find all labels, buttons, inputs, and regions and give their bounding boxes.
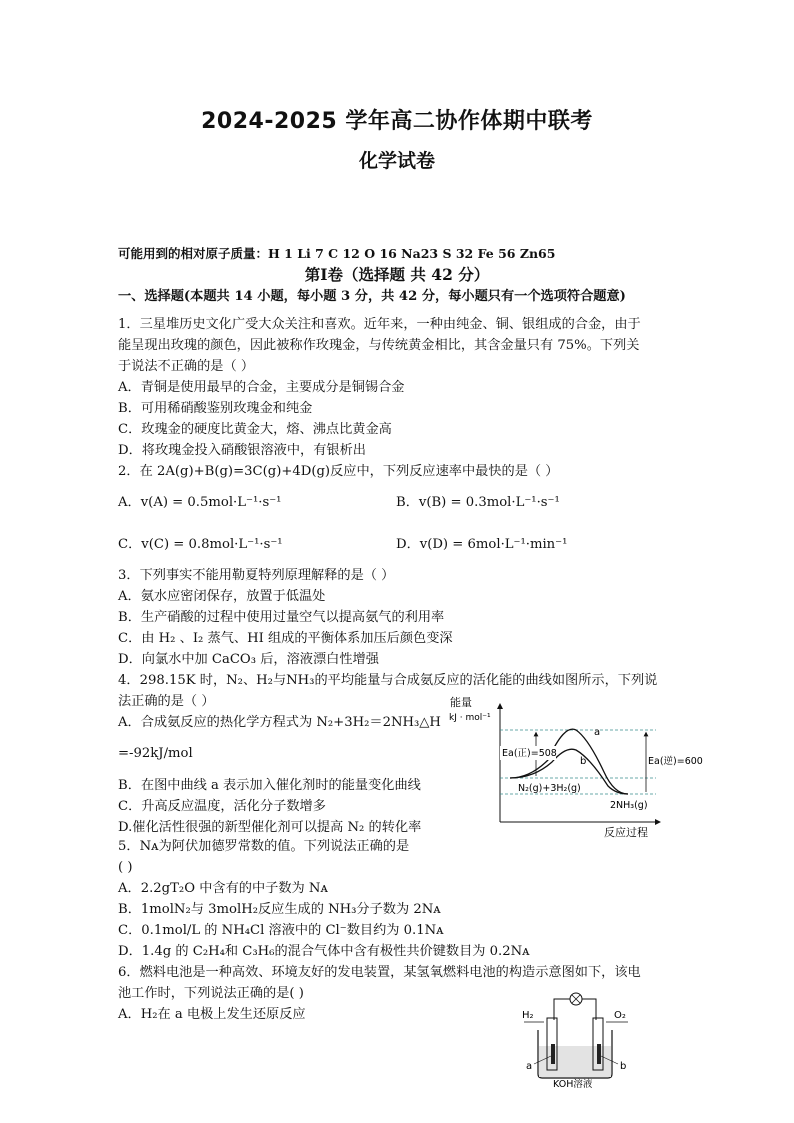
q1-stem-1: 1．三星堆历史文化广受大众关注和喜欢。近年来，一种由纯金、铜、银组成的合金，由于 bbox=[118, 317, 641, 332]
q2-stem: 2．在 2A(g)+B(g)=3C(g)+4D(g)反应中，下列反应速率中最快的是（ ） bbox=[118, 464, 559, 479]
q1-option-b: B．可用稀硝酸鉴别玫瑰金和纯金 bbox=[118, 401, 313, 416]
q6-option-a: A．H₂在 a 电极上发生还原反应 bbox=[118, 1007, 306, 1022]
q2-option-b-label: B． bbox=[396, 495, 419, 510]
ea-reverse-label: Ea(逆)=600 bbox=[648, 756, 703, 767]
curve-a-label: a bbox=[594, 727, 601, 738]
q2-option-a-expr: v(A) = 0.5mol·L⁻¹·s⁻¹ bbox=[140, 495, 282, 510]
energy-diagram bbox=[448, 694, 718, 840]
q1-stem-2: 能呈现出玫瑰的颜色，因此被称作玫瑰金，与传统黄金相比，其含金量只有 75%。下列关 bbox=[118, 338, 640, 353]
electrode-a-label: a bbox=[526, 1061, 533, 1072]
q2-option-b-expr: v(B) = 0.3mol·L⁻¹·s⁻¹ bbox=[418, 495, 560, 510]
q3-option-b: B．生产硝酸的过程中使用过量空气以提高氨气的利用率 bbox=[118, 610, 445, 625]
q5-option-d: D．1.4g 的 C₂H₄和 C₃H₆的混合气体中含有极性共价键数目为 0.2Nᴀ bbox=[118, 944, 530, 959]
q6-stem-2: 池工作时，下列说法正确的是( ) bbox=[118, 986, 304, 1001]
curve-b-label: b bbox=[580, 756, 587, 767]
q2-option-d-label: D． bbox=[396, 537, 420, 552]
q1-option-a: A．青铜是使用最早的合金，主要成分是铜锡合金 bbox=[118, 380, 405, 395]
q1-option-d: D．将玫瑰金投入硝酸银溶液中，有银析出 bbox=[118, 443, 366, 458]
fuel-cell-diagram bbox=[520, 990, 640, 1088]
y-label-1: 能量 bbox=[450, 696, 472, 709]
q4-stem-1: 4．298.15K 时，N₂、H₂与NH₃的平均能量与合成氨反应的活化能的曲线如图所示，下列说 bbox=[118, 673, 658, 688]
q5-stem: 5．Nᴀ为阿伏加德罗常数的值。下列说法正确的是 bbox=[118, 839, 410, 854]
q5-option-b: B．1molN₂与 3molH₂反应生成的 NH₃分子数为 2Nᴀ bbox=[118, 902, 441, 917]
q3-option-c: C．由 H₂ 、I₂ 蒸气、HI 组成的平衡体系加压后颜色变深 bbox=[118, 631, 453, 646]
q4-option-a-2: =-92kJ/mol bbox=[118, 746, 193, 761]
q3-stem: 3．下列事实不能用勒夏特列原理解释的是（ ） bbox=[118, 568, 395, 583]
q4-option-a-1: A．合成氨反应的热化学方程式为 N₂+3H₂＝2NH₃△H bbox=[118, 715, 441, 730]
ea-forward-label: Ea(正)=508 bbox=[502, 748, 557, 759]
q3-option-d: D．向氯水中加 CaCO₃ 后，溶液漂白性增强 bbox=[118, 652, 379, 667]
section-title: 第Ⅰ卷（选择题 共 42 分） bbox=[304, 265, 490, 284]
exam-title: 2024-2025 学年高二协作体期中联考 bbox=[201, 109, 593, 134]
q5-option-c: C．0.1mol/L 的 NH₄Cl 溶液中的 Cl⁻数目约为 0.1Nᴀ bbox=[118, 923, 444, 938]
q6-stem-1: 6．燃料电池是一种高效、环境友好的发电装置，某氢氧燃料电池的构造示意图如下，该电 bbox=[118, 965, 641, 980]
q2-option-d bbox=[396, 535, 567, 555]
wire-left bbox=[554, 999, 570, 1020]
q2-option-c-label: C． bbox=[118, 537, 142, 552]
q4-stem-2: 法正确的是（ ） bbox=[118, 694, 215, 709]
atomic-masses: 可能用到的相对原子质量：H 1 Li 7 C 12 O 16 Na23 S 32 Fe 56 Zn65 bbox=[118, 246, 556, 261]
q5-paren: ( ) bbox=[118, 860, 133, 875]
q4-option-c: C．升高反应温度，活化分子数增多 bbox=[118, 799, 326, 814]
q5-option-a: A．2.2gT₂O 中含有的中子数为 Nᴀ bbox=[118, 881, 328, 896]
q3-option-a: A．氨水应密闭保存，放置于低温处 bbox=[118, 589, 326, 604]
q2-option-c bbox=[118, 535, 283, 555]
electrode-a bbox=[551, 1044, 555, 1064]
q1-option-c: C．玫瑰金的硬度比黄金大，熔、沸点比黄金高 bbox=[118, 422, 392, 437]
subject-title: 化学试卷 bbox=[358, 150, 435, 172]
x-axis-label: 反应过程 bbox=[604, 826, 648, 839]
y-label-2: kJ · mol⁻¹ bbox=[449, 713, 491, 723]
q2-option-a bbox=[118, 493, 281, 513]
solution-label: KOH溶液 bbox=[553, 1079, 593, 1088]
section-instructions: 一、选择题(本题共 14 小题，每小题 3 分，共 42 分，每小题只有一个选项符合题意) bbox=[118, 289, 626, 304]
q1-stem-3: 于说法不正确的是（ ） bbox=[118, 359, 255, 374]
h2-label: H₂ bbox=[522, 1010, 534, 1021]
electrode-b bbox=[597, 1044, 601, 1064]
q2-option-d-expr: v(D) = 6mol·L⁻¹·min⁻¹ bbox=[419, 537, 568, 552]
q2-option-b bbox=[396, 493, 560, 513]
products-label: 2NH₃(g) bbox=[610, 800, 648, 811]
wire-right bbox=[582, 999, 596, 1020]
q4-option-d: D.催化活性很强的新型催化剂可以提高 N₂ 的转化率 bbox=[118, 820, 422, 835]
electrode-b-label: b bbox=[620, 1061, 627, 1072]
q2-option-a-label: A． bbox=[118, 495, 141, 510]
o2-label: O₂ bbox=[614, 1010, 626, 1021]
reactants-label: N₂(g)+3H₂(g) bbox=[518, 783, 581, 794]
q4-option-b: B．在图中曲线 a 表示加入催化剂时的能量变化曲线 bbox=[118, 778, 421, 793]
q2-option-c-expr: v(C) = 0.8mol·L⁻¹·s⁻¹ bbox=[141, 537, 283, 552]
